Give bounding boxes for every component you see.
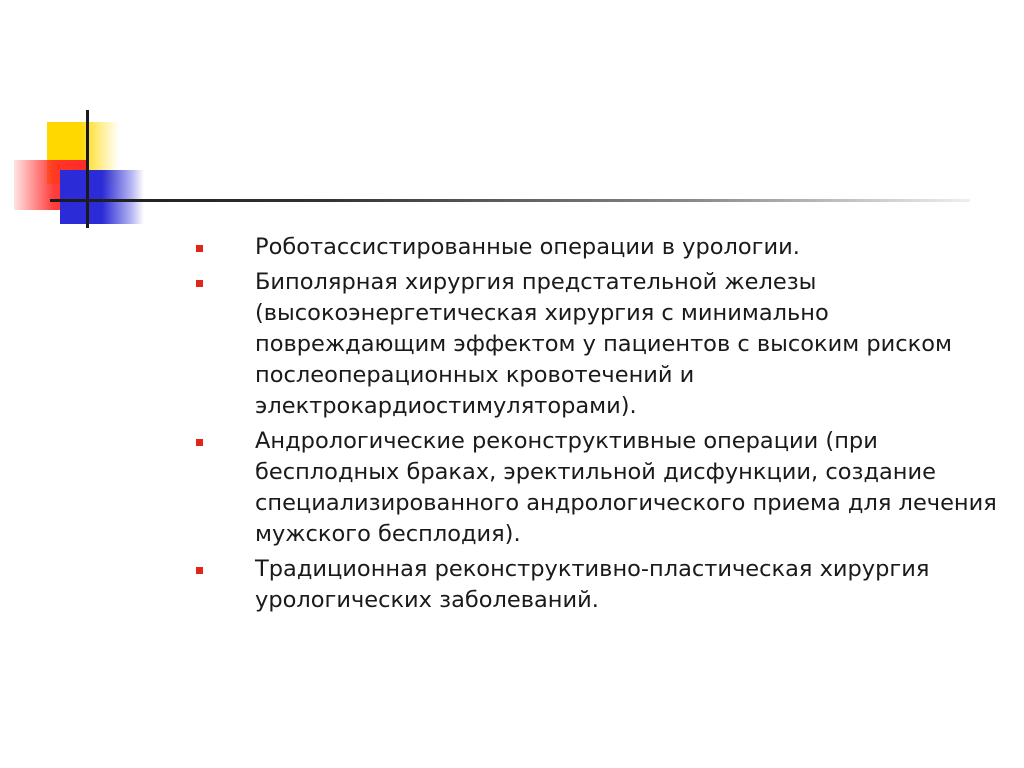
slide-content — [196, 232, 1006, 620]
list-item — [196, 554, 1006, 616]
ornament-blue-square — [60, 170, 144, 224]
bullet-text: Роботассистированные операции в урологии. — [255, 234, 800, 260]
square-bullet-icon — [196, 567, 203, 574]
list-item — [196, 267, 1006, 422]
square-bullet-icon — [196, 439, 203, 446]
bullet-text: Андрологические реконструктивные операции (при бесплодных браках, эректильной дисфункции, создание специализированного андрологического приема для лечения мужского бесплодия). — [255, 428, 997, 547]
bullet-list — [196, 232, 1006, 616]
ornament-vertical-line — [86, 110, 89, 228]
list-item — [196, 426, 1006, 550]
bullet-text: Традиционная реконструктивно-пластическая хирургия урологических заболеваний. — [255, 556, 930, 613]
title-divider-line — [50, 199, 970, 202]
square-bullet-icon — [196, 245, 203, 252]
list-item — [196, 232, 1006, 263]
square-bullet-icon — [196, 280, 203, 287]
bullet-text: Биполярная хирургия предстательной железы (высокоэнергетическая хирургия с минимально повреждающим эффектом у пациентов с высоким риском послеоперационных кровотечений и электрокардиостимуляторами). — [255, 269, 952, 419]
